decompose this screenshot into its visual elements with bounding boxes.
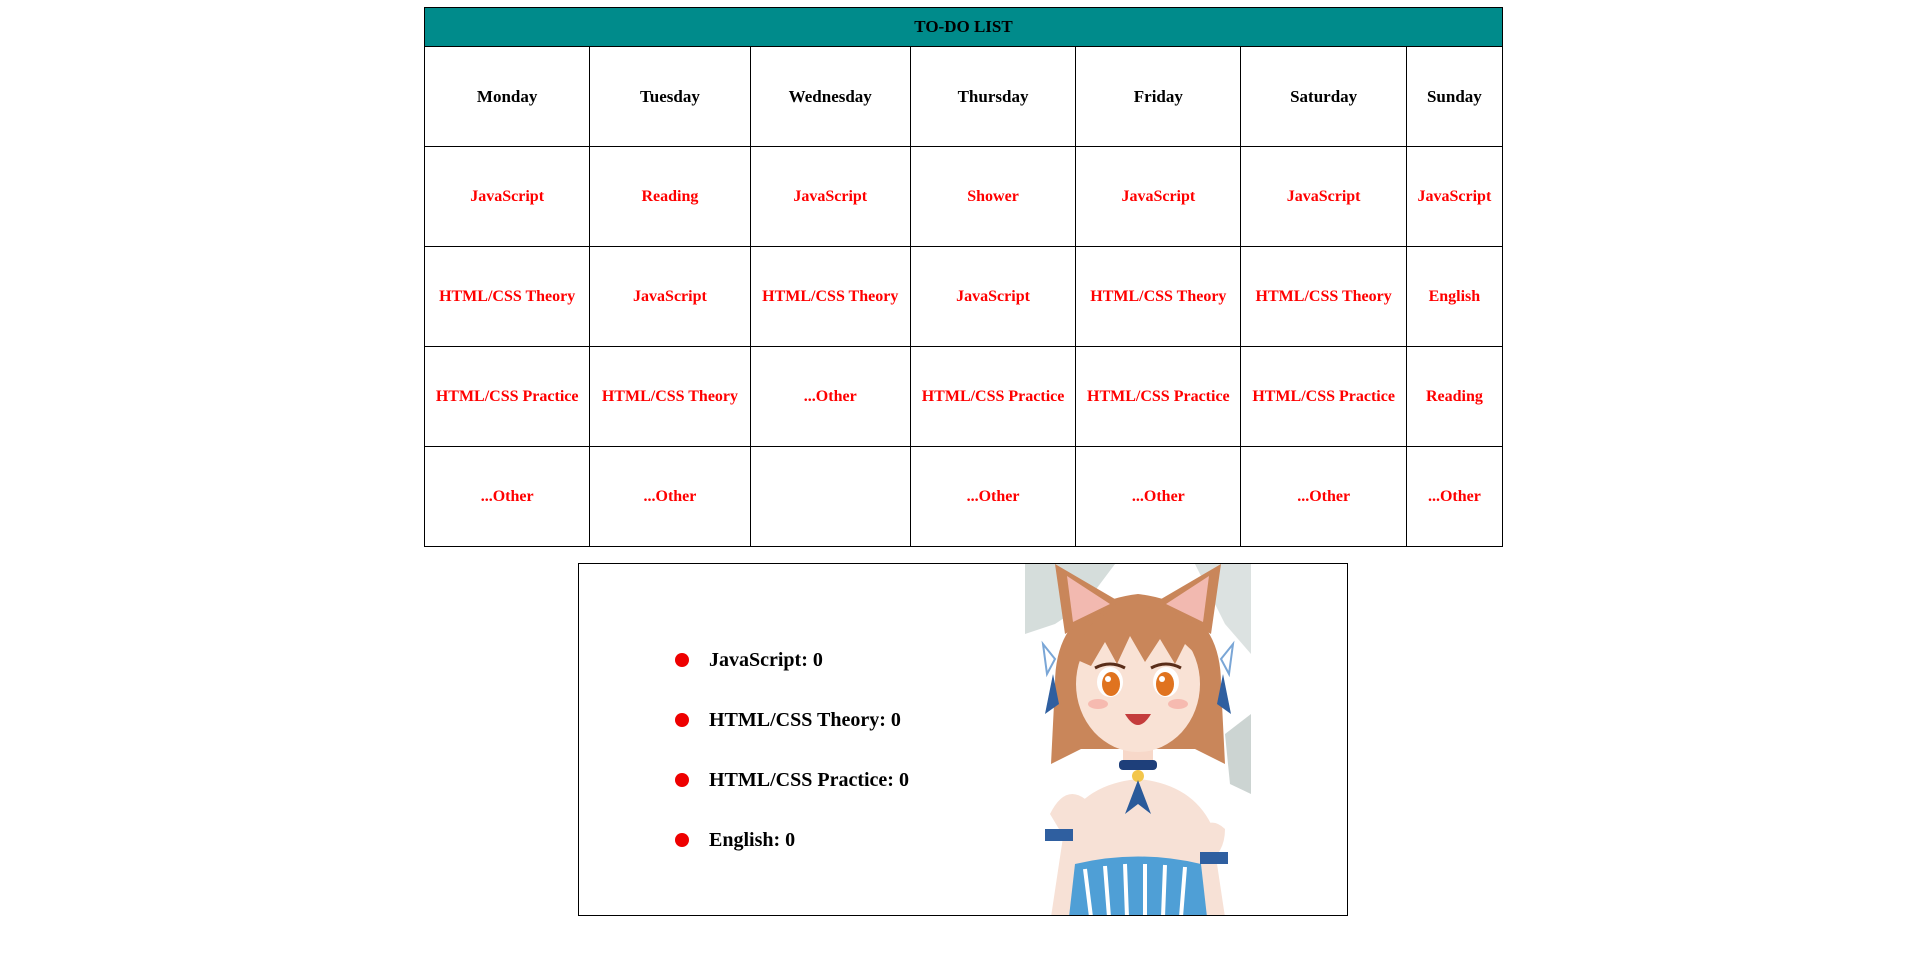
task-cell: JavaScript: [750, 147, 910, 247]
stat-label: HTML/CSS Theory: 0: [709, 708, 901, 731]
task-cell: HTML/CSS Practice: [1076, 347, 1241, 447]
anime-catgirl-image: [1025, 564, 1251, 916]
stat-item-html-css-practice: [675, 750, 909, 810]
task-cell: HTML/CSS Practice: [1241, 347, 1406, 447]
stat-item-html-css-theory: [675, 690, 909, 750]
task-cell: ...Other: [1076, 447, 1241, 547]
stats-panel: [578, 563, 1348, 916]
table-row: [425, 147, 1503, 247]
task-cell: ...Other: [590, 447, 750, 547]
task-cell: HTML/CSS Theory: [750, 247, 910, 347]
table-row: [425, 447, 1503, 547]
task-cell: JavaScript: [1406, 147, 1502, 247]
day-header-sunday: Sunday: [1406, 47, 1502, 147]
stat-item-javascript: [675, 630, 909, 690]
stat-item-english: [675, 810, 909, 870]
stats-list: [675, 630, 909, 870]
task-cell: JavaScript: [1241, 147, 1406, 247]
task-cell: HTML/CSS Theory: [590, 347, 750, 447]
task-cell: Shower: [910, 147, 1075, 247]
title-row: [425, 8, 1503, 47]
task-cell: JavaScript: [590, 247, 750, 347]
task-cell: Reading: [590, 147, 750, 247]
task-cell: ...Other: [1241, 447, 1406, 547]
day-header-wednesday: Wednesday: [750, 47, 910, 147]
task-cell: ...Other: [750, 347, 910, 447]
day-header-monday: Monday: [425, 47, 590, 147]
task-cell: JavaScript: [425, 147, 590, 247]
task-cell: HTML/CSS Practice: [425, 347, 590, 447]
task-cell: Reading: [1406, 347, 1502, 447]
task-cell: JavaScript: [1076, 147, 1241, 247]
day-header-friday: Friday: [1076, 47, 1241, 147]
stat-label: HTML/CSS Practice: 0: [709, 768, 909, 791]
task-cell: ...Other: [1406, 447, 1502, 547]
task-cell: HTML/CSS Theory: [425, 247, 590, 347]
stat-label: English: 0: [709, 828, 796, 851]
day-header-tuesday: Tuesday: [590, 47, 750, 147]
stat-label: JavaScript: 0: [709, 648, 823, 671]
task-cell: HTML/CSS Practice: [910, 347, 1075, 447]
task-cell: ...Other: [425, 447, 590, 547]
bullet-dot-icon: [675, 833, 689, 847]
task-cell: ...Other: [910, 447, 1075, 547]
bullet-dot-icon: [675, 653, 689, 667]
table-row: [425, 347, 1503, 447]
task-cell: HTML/CSS Theory: [1076, 247, 1241, 347]
task-cell: JavaScript: [910, 247, 1075, 347]
day-header-thursday: Thursday: [910, 47, 1075, 147]
day-header-saturday: Saturday: [1241, 47, 1406, 147]
days-row: [425, 47, 1503, 147]
task-cell: English: [1406, 247, 1502, 347]
table-title: TO-DO LIST: [425, 8, 1503, 47]
task-cell: [750, 447, 910, 547]
bullet-dot-icon: [675, 713, 689, 727]
task-cell: HTML/CSS Theory: [1241, 247, 1406, 347]
todo-table: [424, 7, 1503, 547]
bullet-dot-icon: [675, 773, 689, 787]
table-row: [425, 247, 1503, 347]
